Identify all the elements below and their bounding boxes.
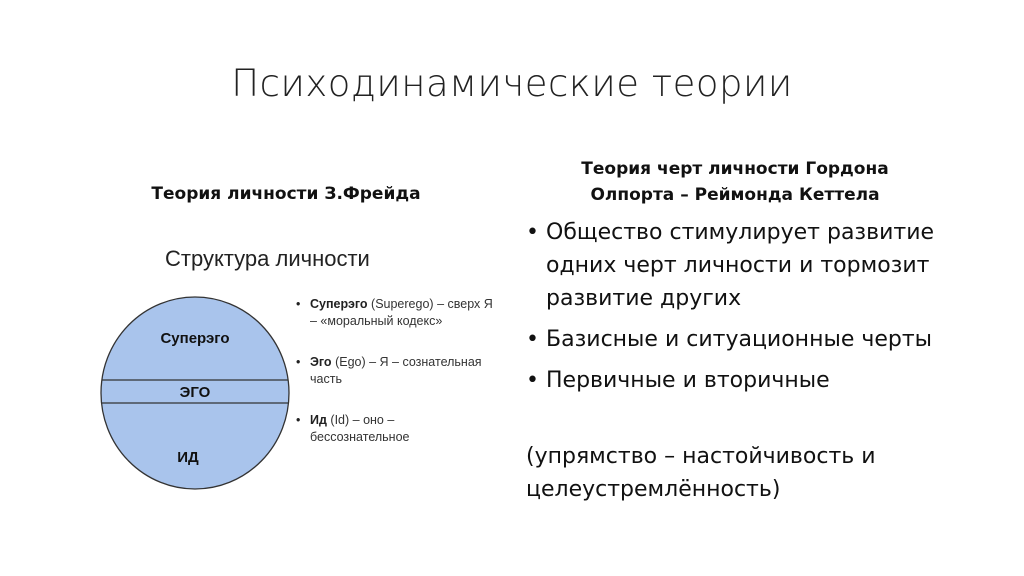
psyche-structure-diagram: [100, 296, 290, 490]
allport-cattell-heading: Теория черт личности Гордона Олпорта – Реймонда Кеттела: [581, 159, 889, 205]
slide-title: Психодинамические теории: [231, 62, 793, 105]
bullet: •: [526, 220, 539, 245]
freud-desc: – Я – сознательная часть: [310, 355, 482, 386]
bullet: •: [526, 327, 539, 352]
superego-layer-label: Суперэго: [160, 330, 230, 347]
allport-item: [520, 323, 960, 356]
allport-item-text: Общество стимулирует развитие одних черт личности и тормозит развитие других: [546, 220, 935, 311]
freud-term: Ид: [310, 413, 327, 427]
id-layer-label: ИД: [177, 449, 199, 466]
ego-layer-label: ЭГО: [179, 384, 211, 401]
structure-title: Структура личности: [165, 246, 370, 271]
allport-item: [520, 216, 960, 315]
allport-item-text: Первичные и вторичные: [546, 368, 830, 393]
allport-item: [520, 364, 960, 397]
freud-desc: – сверх Я – «моральный кодекс»: [310, 297, 493, 328]
allport-traits-list: [520, 216, 960, 405]
freud-latin: (Superego): [371, 297, 434, 311]
bullet: •: [296, 297, 301, 311]
bullet: •: [526, 368, 539, 393]
freud-desc: – оно – бессознательное: [310, 413, 410, 444]
freud-theory-heading: Теория личности З.Фрейда: [151, 184, 421, 204]
allport-note: (упрямство – настойчивость и целеустремлённость): [526, 444, 876, 502]
bullet: •: [296, 413, 301, 427]
freud-latin: (Id): [330, 413, 350, 427]
allport-item-text: Базисные и ситуационные черты: [546, 327, 933, 352]
freud-item-ego: [296, 354, 496, 388]
freud-item-superego: [296, 296, 496, 330]
bullet: •: [296, 355, 301, 369]
freud-term: Суперэго: [310, 297, 368, 311]
freud-term: Эго: [310, 355, 332, 369]
freud-structure-list: [296, 296, 496, 470]
freud-latin: (Ego): [335, 355, 366, 369]
freud-item-id: [296, 412, 496, 446]
